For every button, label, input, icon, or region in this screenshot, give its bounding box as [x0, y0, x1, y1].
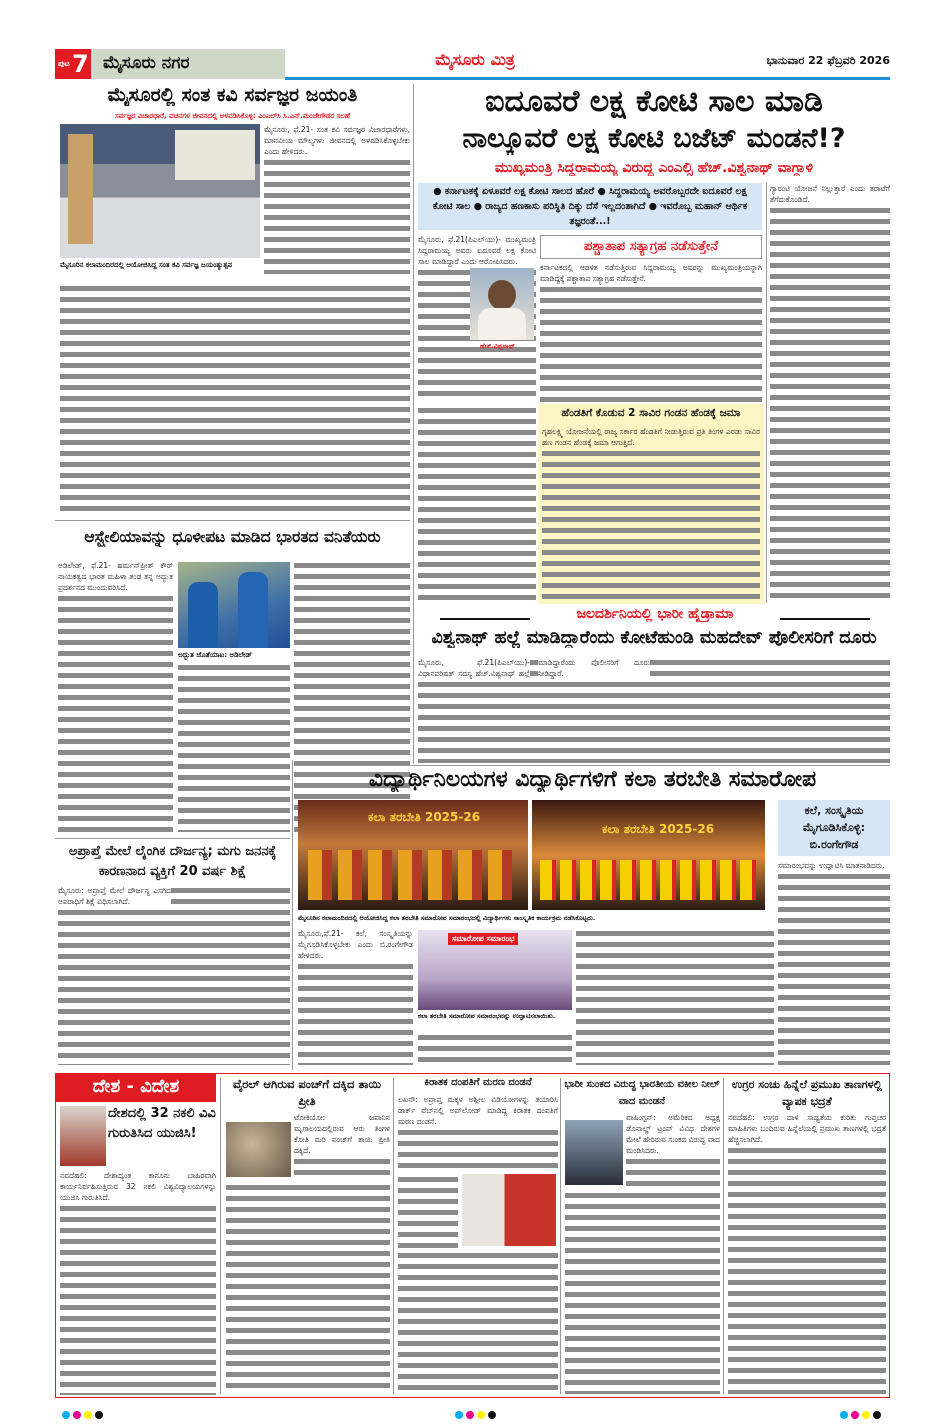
lawyer-photo — [565, 1120, 623, 1185]
pocso-body: ಮೈಸೂರು: ಅಪ್ರಾಪ್ತೆ ಮೇಲೆ ದೌರ್ಜನ್ಯ ಎಸಗಿದ ಅಪರಾಧಿಗೆ ಶಿಕ್ಷೆ ವಿಧಿಸಲಾಗಿದೆ. — [58, 885, 290, 1065]
art-side-body: ಸಮಾರಂಭವನ್ನು ಉದ್ಘಾಟಿಸಿ ಮಾತನಾಡಿದರು. — [778, 860, 890, 1065]
dv-item-5-headline: ಉಗ್ರರ ಸಂಚು ಹಿನ್ನೆಲೆ ಪ್ರಮುಖ ತಾಣಗಳಲ್ಲಿ ವ್ಯಾಪಕ ಭದ್ರತೆ — [732, 1078, 882, 1108]
cricket-caption: ಅದ್ಭುತ ಜೊತೆಯಾಟ: ಅಡಿಲೇಡ್ — [178, 651, 253, 659]
gruhalakshmi-body: ಗೃಹಲಕ್ಷ್ಮಿ ಯೋಜನೆಯಲ್ಲಿ ರಾಜ್ಯ ಸರ್ಕಾರ ಹೆಂಡತಿಗೆ ನೀಡುತ್ತಿರುವ ಪ್ರತಿ ತಿಂಗಳ ಎರಡು ಸಾವಿರ ಹಣ ಗಂಡನ ಹೆಂಡಕ್ಕೆ ಜಮಾ ಆಗುತ್ತಿದೆ. — [542, 426, 760, 600]
budget-body-1: ಮೈಸೂರು, ಫೆ.21(ಪಿಎಲ್‌ಯು)- ಮುಖ್ಯಮಂತ್ರಿ ಸಿದ್ದರಾಮಯ್ಯ ಅವರು ಐದೂವರೆ ಲಕ್ಷ ಕೋಟಿ ಸಾಲ ಮಾಡಿದ್ದಾರೆ ಎಂದು ಆರೋಪಿಸಿದರು. — [418, 234, 536, 402]
dv-item-5-body: ನವದೆಹಲಿ: ಉಗ್ರರ ದಾಳಿ ಸಾಧ್ಯತೆಯ ಕುರಿತು ಗುಪ್ತಚರ ಮಾಹಿತಿಗಳು ಬಂದಿರುವ ಹಿನ್ನೆಲೆಯಲ್ಲಿ ಪ್ರಮುಖ ತಾಣಗಳಲ್ಲಿ ಭದ್ರತೆ ಹೆಚ್ಚಿಸಲಾಗಿದೆ. — [728, 1112, 886, 1394]
art-photo-1-banner: ಕಲಾ ತರಬೇತಿ 2025-26 — [368, 810, 481, 824]
dv-item-2-body: ಟೋಕಿಯೋ: ಜಪಾನಿನ ಮೃಗಾಲಯದಲ್ಲಿರುವ ಆರು ತಿಂಗಳ ಕೋತಿ ಮರಿ ಪಂಚ್‌ಗೆ ತಾಯಿ ಪ್ರೀತಿ ದಕ್ಕಿದೆ. — [294, 1112, 390, 1180]
monkey-photo — [226, 1122, 291, 1177]
gruhalakshmi-box — [538, 404, 764, 604]
art-photo-3 — [418, 930, 572, 1010]
art-side-box: ಕಲೆ, ಸಂಸ್ಕೃತಿಯ ಮೈಗೂಡಿಸಿಕೊಳ್ಳಿ: ಬಿ.ರಂಗೇಗೌಡ — [778, 800, 890, 856]
sarvajna-headline: ಮೈಸೂರಲ್ಲಿ ಸಂತ ಕವಿ ಸರ್ವಜ್ಞರ ಜಯಂತಿ — [107, 84, 358, 106]
vishwanath-photo — [470, 268, 534, 340]
section-title: ಮೈಸೂರು ನಗರ — [91, 49, 285, 79]
art-photo-1 — [298, 800, 528, 910]
stage-banner: ಸಮಾರೋಪ ಸಮಾರಂಭ — [448, 933, 518, 945]
dv-item-1-headline: ದೇಶದಲ್ಲಿ 32 ನಕಲಿ ವಿವಿ ಗುರುತಿಸಿದ ಯುಜಿಸಿ! — [108, 1106, 216, 1141]
dv-item-4-body: ವಾಷಿಂಗ್ಟನ್: ಅಮೆರಿಕದ ಅಧ್ಯಕ್ಷ ಡೊನಾಲ್ಡ್ ಟ್ರಂಪ್ ವಿವಿಧ ದೇಶಗಳ ಮೇಲೆ ಹೇರಿರುವ ಸುಂಕದ ವಿರುದ್ಧ ವಾದ ಮಂಡಿಸಿದರು. — [626, 1112, 720, 1187]
sarvajna-body-2 — [60, 283, 410, 515]
registration-marks-center — [455, 1404, 499, 1423]
cricket-photo — [178, 562, 290, 648]
couple-photo — [462, 1174, 556, 1246]
pocso-headline: ಅಪ್ರಾಪ್ತೆ ಮೇಲೆ ಲೈಂಗಿಕ ದೌರ್ಜನ್ಯ; ಮಗು ಜನನಕ್ಕೆ ಕಾರಣನಾದ ವ್ಯಕ್ತಿಗೆ 20 ವರ್ಷ ಶಿಕ್ಷೆ — [68, 844, 277, 879]
page-number: 7 — [72, 50, 89, 78]
budget-headline-line2: ನಾಲ್ಕೂವರೆ ಲಕ್ಷ ಕೋಟಿ ಬಜೆಟ್ ಮಂಡನೆ!? — [462, 123, 846, 154]
dv-item-2-headline: ವೈರಲ್ ಆಗಿರುವ ಪಂಚ್‌ಗೆ ದಕ್ಕಿದ ತಾಯಿ ಪ್ರೀತಿ — [233, 1077, 381, 1108]
dv-item-2-body-2 — [226, 1182, 390, 1394]
dv-item-3-body-3 — [398, 1250, 558, 1394]
ugc-photo — [60, 1106, 106, 1166]
cricket-body-2 — [178, 662, 290, 832]
cricket-body-1: ಅಡಿಲೇಡ್, ಫೆ.21- ಹರ್ಮನ್‌ಪ್ರೀತ್ ಕೌರ್ ನಾಯಕತ್ವದ ಭಾರತ ಮಹಿಳಾ ತಂಡ ತನ್ನ ಅದ್ಭುತ ಪ್ರದರ್ಶನದ ಮುಂದುವರಿಸಿದೆ. — [58, 560, 173, 835]
jaladarshini-headline: ವಿಶ್ವನಾಥ್ ಹಲ್ಲೆ ಮಾಡಿದ್ದಾರೆಂದು ಕೋಟೆಹುಂಡಿ ಮಹದೇವ್ ಪೊಲೀಸರಿಗೆ ದೂರು — [431, 628, 877, 648]
registration-marks-right — [840, 1404, 884, 1423]
dv-item-4-headline: ಭಾರೀ ಸುಂಕದ ವಿರುದ್ಧ ಭಾರತೀಯ ವಕೀಲ ನೀಲ್ ವಾದ ಮಂಡನೆ — [564, 1079, 720, 1107]
sarvajna-caption: ಮೈಸೂರಿನ ಕಲಾಮಂದಿರದಲ್ಲಿ ಆಯೋಜಿಸಿದ್ದ ಸಂತ ಕವಿ ಸರ್ವಜ್ಞ ಜಯಂತ್ಯುತ್ಸವ — [60, 261, 233, 269]
sarvajna-body: ಮೈಸೂರು, ಫೆ.21- ಸಂತ ಕವಿ ಸರ್ವಜ್ಞರ ವಿಚಾರಧಾರೆಗಳು, ಮಾನವೀಯ ಮೌಲ್ಯಗಳು ಜೀವನದಲ್ಲಿ ಅಳವಡಿಸಿಕೊಳ್ಳಬೇಕು ಎಂದು ಹೇಳಿದರು. — [264, 124, 410, 274]
cricket-headline: ಆಸ್ಟ್ರೇಲಿಯಾವನ್ನು ಧೂಳೀಪಟ ಮಾಡಿದ ಭಾರತದ ವನಿತೆಯರು — [84, 528, 381, 546]
vishwanath-caption: ಹೆಚ್.ವಿಶ್ವನಾಥ್ — [480, 342, 515, 350]
masthead-logo: ಮೈಸೂರು ಮಿತ್ರ — [435, 50, 515, 69]
header-rule — [285, 77, 890, 80]
jaladarshini-kicker: ಜಲದರ್ಶಿನಿಯಲ್ಲಿ ಭಾರೀ ಹೈಡ್ರಾಮಾ — [576, 606, 734, 622]
budget-headline-line1: ಐದೂವರೆ ಲಕ್ಷ ಕೋಟಿ ಸಾಲ ಮಾಡಿ — [485, 84, 823, 119]
budget-subhead: ಮುಖ್ಯಮಂತ್ರಿ ಸಿದ್ದರಾಮಯ್ಯ ವಿರುದ್ಧ ಎಂಎಲ್ಸಿ ಹೆಚ್.ವಿಶ್ವನಾಥ್ ವಾಗ್ದಾಳಿ — [494, 160, 814, 176]
sarvajna-photo — [60, 124, 260, 258]
art-body-1: ಮೈಸೂರು,ಫೆ.21- ಕಲೆ, ಸಂಸ್ಕೃತಿಯನ್ನು ಮೈಗೂಡಿಸಿಕೊಳ್ಳಬೇಕು ಎಂದು ಬಿ.ರಂಗೇಗೌಡ ಹೇಳಿದರು. — [298, 928, 413, 1065]
page-number-badge — [55, 49, 91, 79]
budget-right-column: ಗ್ಯಾರಂಟಿ ಯೋಜನೆ ನಿಲ್ಲುತ್ತಾರೆ ಎಂದು ತರಾಟೆಗೆ ತೆಗೆದುಕೊಂಡಿದೆ. — [770, 183, 890, 603]
art-photo-3-caption: ಕಲಾ ತರಬೇತಿ ಸಮಾರೋಪ ಸಮಾರಂಭವನ್ನು ಉದ್ಘಾಟಿಸಲಾಯಿತು. — [418, 1012, 556, 1020]
satyagraha-body: ಕರ್ನಾಟಕದಲ್ಲಿ ಆಡಳಿತ ನಡೆಸುತ್ತಿರುವ ಸಿದ್ದರಾಮಯ್ಯ ಅವರನ್ನು ಮುಖ್ಯಮಂತ್ರಿಯನ್ನಾಗಿ ಮಾಡಿದ್ದಕ್ಕೆ ಪಶ್ಚಾತಾಪ ಸತ್ಯಾಗ್ರಹ ನಡೆಸುತ್ತೇನೆ. — [540, 262, 762, 402]
dv-item-3-body: ಲಖನೌ: ಅಪ್ರಾಪ್ತ ಮಕ್ಕಳ ಅಶ್ಲೀಲ ವಿಡಿಯೋಗಳನ್ನು ತಯಾರಿಸಿ ಡಾರ್ಕ್ ವೆಬ್‌ನಲ್ಲಿ ಅಪ್‌ಲೋಡ್ ಮಾಡಿದ್ದ ಕಿರಾತಕ ದಂಪತಿಗೆ ಮರಣ ದಂಡನೆ. — [398, 1094, 558, 1170]
art-headline: ವಿದ್ಯಾರ್ಥಿನಿಲಯಗಳ ವಿದ್ಯಾರ್ಥಿಗಳಿಗೆ ಕಲಾ ತರಬೇತಿ ಸಮಾರೋಪ — [368, 767, 817, 792]
art-photo-2-banner: ಕಲಾ ತರಬೇತಿ 2025-26 — [602, 822, 715, 836]
gruhalakshmi-title: ಹೆಂಡತಿಗೆ ಕೊಡುವ 2 ಸಾವಿರ ಗಂಡನ ಹೆಂಡಕ್ಕೆ ಜಮಾ — [561, 407, 741, 419]
dv-item-4-body-2 — [565, 1190, 720, 1394]
art-caption: ಮೈಸೂರಿನ ಕಲಾಮಂದಿರದಲ್ಲಿ ಆಯೋಜಿಸಿದ್ದ ಕಲಾ ತರಬೇತಿ ಸಮಾರೋಪ ಸಮಾರಂಭದಲ್ಲಿ ವಿದ್ಯಾರ್ಥಿಗಳು ಸಾಂಸ್ಕೃತಿಕ ಕಾರ್ಯಕ್ರಮ ನಡೆಸಿಕೊಟ್ಟರು. — [298, 914, 596, 922]
dv-item-3-headline: ಕಿರಾತಕ ದಂಪತಿಗೆ ಮರಣ ದಂಡನೆ — [424, 1077, 532, 1088]
budget-body-2 — [418, 405, 536, 600]
jaladarshini-body: ಮೈಸೂರು, ಫೆ.21(ಪಿಎಲ್‌ಯು)- ವಿಧಾನಪರಿಷತ್ ಸದಸ್ಯ ಹೆಚ್.ವಿಶ್ವನಾಥ್ ಹಲ್ಲೆ ಮಾಡಿದ್ದಾರೆಂದು ಪೊಲೀಸರಿಗೆ ದೂರು ನೀಡಿದ್ದಾರೆ. — [418, 657, 890, 763]
dv-item-3-body-2 — [398, 1174, 458, 1248]
art-photo-2 — [532, 800, 765, 910]
desha-videsha-section: ದೇಶ - ವಿದೇಶ — [56, 1074, 216, 1102]
issue-date: ಭಾನುವಾರ 22 ಫೆಬ್ರವರಿ 2026 — [766, 54, 890, 67]
page-label: ಪುಟ — [58, 59, 70, 68]
sarvajna-subhead: ಸರ್ವಜ್ಞರ ವಿಚಾರಧಾರೆ, ವಚನಗಳ ಜೀವನದಲ್ಲಿ ಅಳವಡಿಸಿಕೊಳ್ಳಿ: ಎಂಎಲ್‌ಸಿ ಸಿ.ಎನ್.ಮಂಜೇಗೌಡರ ಸಲಹೆ — [114, 112, 350, 120]
art-body-3 — [576, 928, 774, 1065]
registration-marks-left — [62, 1404, 106, 1423]
dv-item-1-body: ನವದೆಹಲಿ: ದೇಶಾದ್ಯಂತ ಕಾನೂನು ಬಾಹಿರವಾಗಿ ಕಾರ್ಯನಿರ್ವಹಿಸುತ್ತಿರುವ 32 ನಕಲಿ ವಿಶ್ವವಿದ್ಯಾಲಯಗಳನ್ನು ಯುಜಿಸಿ ಗುರುತಿಸಿದೆ. — [60, 1170, 216, 1395]
art-body-2 — [418, 1032, 572, 1065]
budget-highlights: ● ಕರ್ನಾಟಕಕ್ಕೆ ಏಳೂವರೆ ಲಕ್ಷ ಕೋಟಿ ಸಾಲದ ಹೊರೆ ● ಸಿದ್ದರಾಮಯ್ಯ ಅವರೊಬ್ಬರದೇ ಐದೂವರೆ ಲಕ್ಷ ಕೋಟಿ ಸಾಲ ● ರಾಜ್ಯದ ಹಣಕಾಸು ಪರಿಸ್ಥಿತಿ ದಿಕ್ಕು ದೆಸೆ ಇಲ್ಲದಂತಾಗಿದೆ ● ಇವರೊಬ್ಬ ಮಹಾನ್ ಆರ್ಥಿಕ ತಜ್ಞರಂತೆ...! — [418, 183, 762, 230]
satyagraha-box-title: ಪಶ್ಚಾತಾಪ ಸತ್ಯಾಗ್ರಹ ನಡೆಸುತ್ತೇನೆ — [540, 235, 762, 259]
